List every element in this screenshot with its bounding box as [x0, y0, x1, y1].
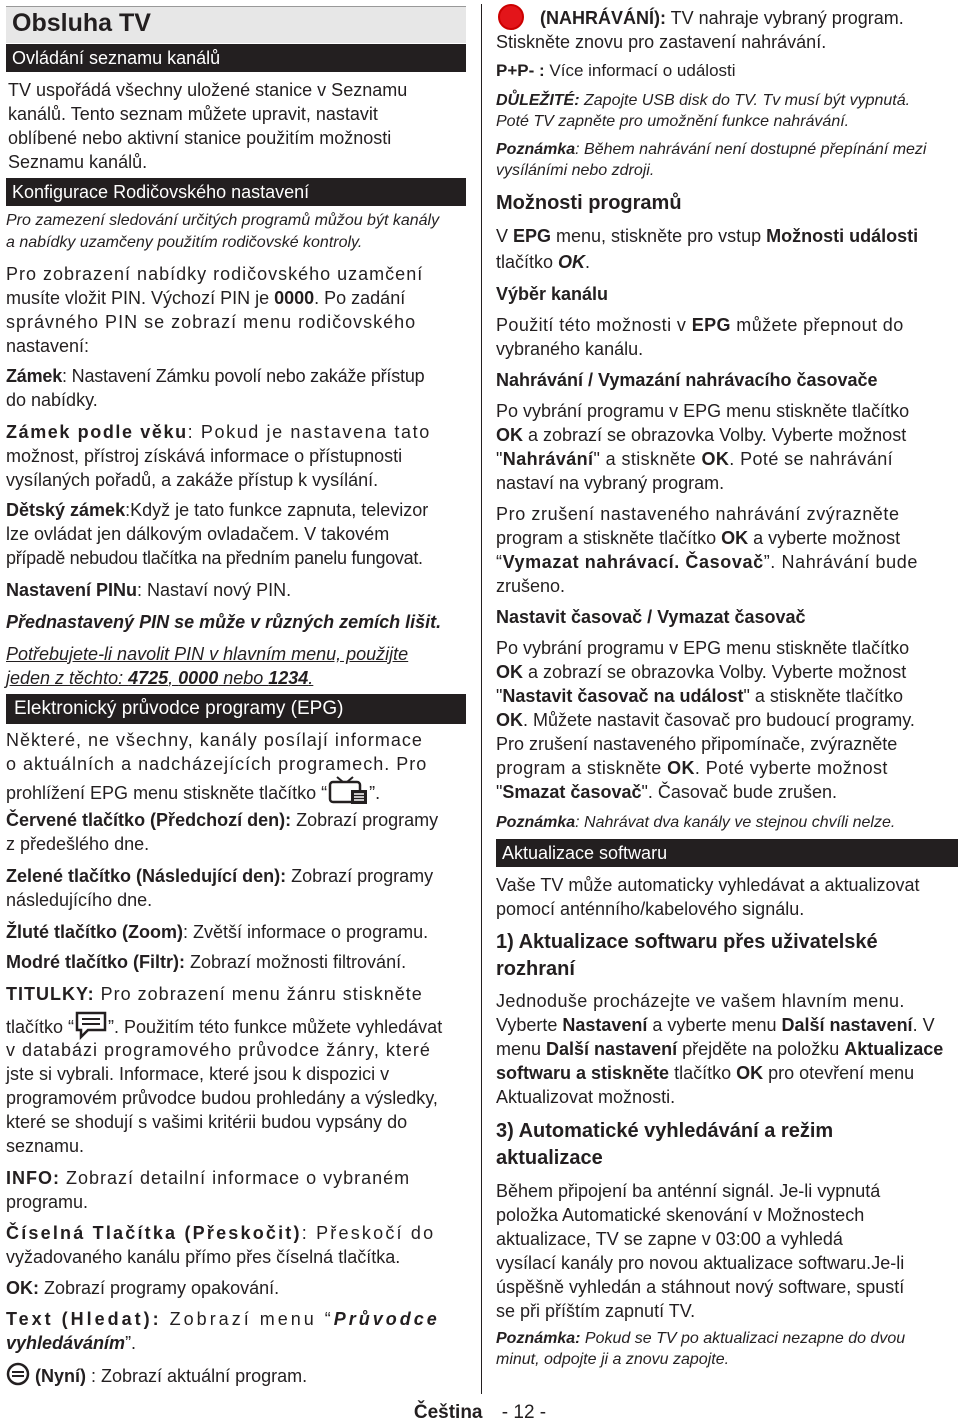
page-footer — [0, 1402, 960, 1424]
lock-item: Zámek: Nastavení Zámku povolí nebo zakáže přístup — [6, 366, 425, 386]
age-lock-item: Zámek podle věku: Pokud je nastavena tato — [6, 422, 431, 442]
important-item: DŮLEŽITÉ: Zapojte USB disk do TV. Tv musí být vypnutá. — [496, 92, 911, 109]
update-ui-line-4: softwaru a stiskněte tlačítko OK pro otevření menu — [496, 1063, 915, 1083]
section-header-channel-list: Ovládání seznamu kanálů — [6, 44, 466, 72]
set-timer-line-7: "Smazat časovač". Časovač bude zrušen. — [496, 782, 837, 802]
update-ui-line-2: Vyberte Nastavení a vyberte menu Další nastavení. V — [496, 1015, 935, 1035]
set-timer-line-5: Pro zrušení nastaveného připomínače, zvýrazněte — [496, 734, 898, 754]
epg-line-1: Některé, ne všechny, kanály posílají informace — [6, 730, 423, 750]
set-timer-line-3: "Nastavit časovač na událost" a stiskněte tlačítko — [496, 686, 903, 706]
heading-auto-scan-1: 3) Automatické vyhledávání a režim — [496, 1120, 834, 1142]
green-button-item: Zelené tlačítko (Následující den): Zobrazí programy — [6, 866, 434, 886]
auto-scan-line-6: se při příštím zapnutí TV. — [496, 1301, 696, 1321]
update-ui-line-1: Jednoduše procházejte ve vašem hlavním menu. — [496, 991, 905, 1011]
subtitles-item: TITULKY: Pro zobrazení menu žánru stiskněte — [6, 984, 423, 1004]
record-timer-line-3: "Nahrávání" a stiskněte OK. Poté se nahrávání — [496, 449, 893, 469]
section-header-epg: Elektronický průvodce programy (EPG) — [6, 694, 466, 724]
heading-set-timer: Nastavit časovač / Vymazat časovač — [496, 607, 806, 627]
page-title: Obsluha TV — [12, 9, 151, 37]
number-keys-item: Číselná Tlačítka (Přeskočit): Přeskočí do — [6, 1223, 436, 1243]
parental-intro-line-1: Pro zamezení sledování určitých programů můžou být kanály — [6, 212, 440, 229]
text-search-line-2: vyhledáváním”. — [6, 1333, 137, 1353]
subtitles-line-6: které se shodují s vašimi kritérii budou vypsány do — [6, 1112, 408, 1132]
page-title-box — [6, 6, 466, 43]
preset-pin-note: Přednastavený PIN se může v různých zemích lišit. — [6, 612, 442, 632]
set-timer-line-6: program a stiskněte OK. Poté vyberte možnost — [496, 758, 888, 778]
record-line-2: Stiskněte znovu pro zastavení nahrávání. — [496, 32, 827, 52]
auto-scan-line-5: úspěšně vyhledán a stáhnout nový software, spustí — [496, 1277, 905, 1297]
age-lock-line-3: vysílaných pořadů, a zakáže přístup k vysílání. — [6, 470, 379, 490]
update-ui-line-3: menu Další nastavení přejděte na položku Aktualizace — [496, 1039, 944, 1059]
record-timer-line-2: OK a zobrazí se obrazovka Volby. Vyberte možnost — [496, 425, 907, 445]
auto-scan-line-2: položka Automatické skenování v Možnostech — [496, 1205, 865, 1225]
blue-button-item: Modré tlačítko (Filtr): Zobrazí možnosti filtrování. — [6, 952, 407, 972]
need-pin-line-1: Potřebujete-li navolit PIN v hlavním menu, použijte — [6, 644, 409, 664]
epg-line-3: prohlížení EPG menu stiskněte tlačítko “ ”. — [6, 776, 380, 812]
child-lock-line-2: lze ovládat jen dálkovým ovladačem. V takovém — [6, 524, 390, 544]
select-line-1: Použití této možnosti v EPG můžete přepnout do — [496, 315, 904, 335]
parental-intro-line-2: a nabídky uzamčeny použitím rodičovské kontroly. — [6, 234, 363, 251]
auto-scan-line-3: aktualizace, TV se zapne v 03:00 a vyhledá — [496, 1229, 843, 1249]
child-lock-item: Dětský zámek:Když je tato funkce zapnuta, televizor — [6, 500, 429, 520]
subtitles-line-2: tlačítko “ ”. Použitím této funkce můžete vyhledávat — [6, 1010, 442, 1046]
heading-update-ui-1: 1) Aktualizace softwaru přes uživatelské — [496, 931, 878, 953]
red-button-line-2: z předešlého dne. — [6, 834, 150, 854]
yellow-button-item: Žluté tlačítko (Zoom): Zvětší informace o programu. — [6, 922, 429, 942]
footer-language: Čeština — [413, 1402, 483, 1423]
subtitles-line-4: jste si vybrali. Informace, které jsou k dispozici v — [6, 1064, 390, 1084]
text-search-item: Text (Hledat): Zobrazí menu “Průvodce — [6, 1309, 440, 1329]
important-line-2: Poté TV zapněte pro umožnění funkce nahrávání. — [496, 113, 850, 130]
channel-list-line-1: TV uspořádá všechny uložené stanice v Seznamu — [8, 80, 408, 100]
pin-line-1: Pro zobrazení nabídky rodičovského uzamčení — [6, 264, 424, 284]
section-header-parental: Konfigurace Rodičovského nastavení — [6, 178, 466, 206]
number-keys-line-2: vyžadovaného kanálu přímo přes číselná tlačítka. — [6, 1247, 401, 1267]
record-timer-line-6: program a stiskněte tlačítko OK a vyberte možnost — [496, 528, 901, 548]
need-pin-line-2: jeden z těchto: 4725, 0000 nebo 1234. — [6, 668, 314, 688]
select-line-2: vybraného kanálu. — [496, 339, 644, 359]
note-two-channels: Poznámka: Nahrávat dva kanály ve stejnou chvíli nelze. — [496, 814, 896, 831]
subtitles-line-7: seznamu. — [6, 1136, 85, 1156]
update-ui-line-5: Aktualizovat možnosti. — [496, 1087, 676, 1107]
auto-scan-line-4: vysílací kanály pro novou aktualizace softwaru.Je-li — [496, 1253, 905, 1273]
age-lock-line-2: možnost, přístroj získává informace o přístupnosti — [6, 446, 403, 466]
note-recording: Poznámka: Během nahrávání není dostupné přepínání mezi — [496, 141, 927, 158]
pp-item: P+P- : Více informací o události — [496, 61, 736, 80]
channel-list-line-2: kanálů. Tento seznam můžete upravit, nastavit — [8, 104, 378, 124]
child-lock-line-3: případě nebudou tlačítka na předním panelu fungovat. — [6, 548, 423, 568]
epg-guide-icon — [327, 776, 369, 812]
options-line-1: V EPG menu, stiskněte pro vstup Možnosti události — [496, 226, 919, 246]
note-update-line-2: minut, odpojte ji a znovu zapojte. — [496, 1351, 730, 1368]
set-timer-line-2: OK a zobrazí se obrazovka Volby. Vyberte možnost — [496, 662, 907, 682]
software-line-2: pomocí anténního/kabelového signálu. — [496, 899, 805, 919]
channel-list-line-4: Seznamu kanálů. — [8, 152, 148, 172]
record-timer-line-1: Po vybrání programu v EPG menu stiskněte tlačítko — [496, 401, 910, 421]
ok-item: OK: Zobrazí programy opakování. — [6, 1278, 280, 1298]
heading-channel-select: Výběr kanálu — [496, 284, 609, 304]
info-line-2: programu. — [6, 1192, 89, 1212]
lock-item-cont: do nabídky. — [6, 390, 98, 410]
subtitles-line-5: programovém průvodce budou prohledány a výsledky, — [6, 1088, 438, 1108]
pin-line-4: nastavení: — [6, 336, 90, 356]
channel-list-line-3: oblíbené nebo aktivní stanice použitím možnosti — [8, 128, 392, 148]
red-button-item: Červené tlačítko (Předchozí den): Zobrazí programy — [6, 810, 439, 830]
set-timer-line-4: OK. Můžete nastavit časovač pro budoucí programy. — [496, 710, 915, 730]
record-item: (NAHRÁVÁNÍ): TV nahraje vybraný program. — [540, 8, 904, 28]
record-timer-line-7: “Vymazat nahrávací. Časovač”. Nahrávání bude — [496, 552, 918, 572]
set-timer-line-1: Po vybrání programu v EPG menu stiskněte tlačítko — [496, 638, 910, 658]
now-item: (Nyní) : Zobrazí aktuální program. — [6, 1362, 307, 1392]
heading-update-ui-2: rozhraní — [496, 958, 575, 980]
options-line-2: tlačítko OK. — [496, 252, 591, 272]
record-timer-line-5: Pro zrušení nastaveného nahrávání zvýrazněte — [496, 504, 900, 524]
heading-record-timer: Nahrávání / Vymazání nahrávacího časovače — [496, 370, 878, 390]
record-timer-line-4: nastaví na vybraný program. — [496, 473, 725, 493]
pin-line-3: správného PIN se zobrazí menu rodičovského — [6, 312, 417, 332]
software-line-1: Vaše TV může automaticky vyhledávat a aktualizovat — [496, 875, 920, 895]
column-divider — [481, 4, 482, 1394]
set-pin-item: Nastavení PINu: Nastaví nový PIN. — [6, 580, 292, 600]
heading-auto-scan-2: aktualizace — [496, 1147, 603, 1169]
green-button-line-2: následujícího dne. — [6, 890, 153, 910]
auto-scan-line-1: Během připojení ba anténní signál. Je-li vypnutá — [496, 1181, 881, 1201]
subtitles-line-3: v databázi programového průvodce žánry, které — [6, 1040, 431, 1060]
record-timer-line-8: zrušeno. — [496, 576, 566, 596]
section-header-software: Aktualizace softwaru — [496, 839, 958, 867]
now-icon — [6, 1362, 30, 1392]
note-recording-line-2: vysíláními nebo zdroji. — [496, 162, 655, 179]
note-update: Poznámka: Pokud se TV po aktualizaci nezapne do dvou — [496, 1330, 906, 1347]
pin-line-2: musíte vložit PIN. Výchozí PIN je 0000. Po zadání — [6, 288, 406, 308]
epg-line-2: o aktuálních a nadcházejících programech. Pro — [6, 754, 428, 774]
footer-page-number: - 12 - — [501, 1402, 547, 1423]
info-item: INFO: Zobrazí detailní informace o vybraném — [6, 1168, 411, 1188]
heading-program-options: Možnosti programů — [496, 192, 682, 214]
record-icon — [498, 4, 524, 30]
